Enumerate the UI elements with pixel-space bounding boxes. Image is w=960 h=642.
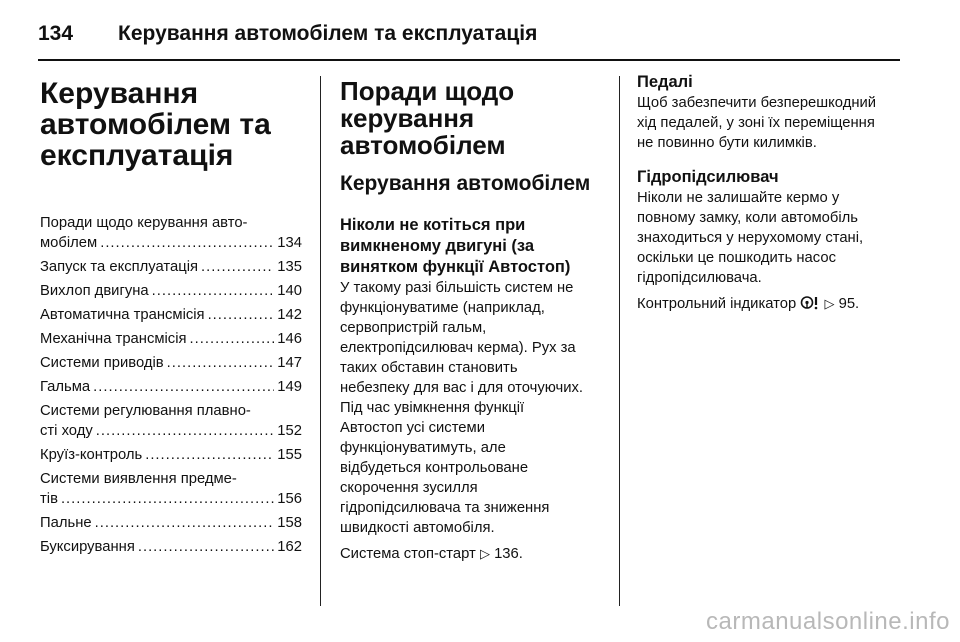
toc-entry-page: 134 <box>277 235 302 251</box>
text-line: оскільки це пошкодить насос <box>637 250 836 266</box>
chapter-column <box>40 72 302 561</box>
pedals-paragraph <box>637 93 907 153</box>
toc-entry-page: 140 <box>277 283 302 299</box>
text-line: відбудеться контрольоване <box>340 460 529 476</box>
toc-entry[interactable] <box>40 513 302 533</box>
toc-entry-title: Запуск та експлуатація <box>40 259 199 275</box>
toc-leader <box>208 305 275 325</box>
text-line: гідропідсилювача та зниження <box>340 500 550 516</box>
toc-leader <box>100 233 274 253</box>
toc-entry-page: 147 <box>277 355 302 371</box>
toc-entry-page: 158 <box>277 515 302 531</box>
power-steering-heading: Гідропідсилювач <box>637 168 779 186</box>
stop-start-reference[interactable]: Система стоп-старт ▷ 136. <box>340 546 523 562</box>
toc-entry-page: 155 <box>277 447 302 463</box>
text-line: не повинно бути килимків. <box>637 135 817 151</box>
text-line: Щоб забезпечити безперешкодний <box>637 95 877 111</box>
toc-entry-title: Механічна трансмісія <box>40 331 187 347</box>
toc-leader <box>190 329 275 349</box>
toc-entry-title: мобілем <box>40 235 98 251</box>
toc-entry-title: Пальне <box>40 515 92 531</box>
toc-entry-page: 156 <box>277 491 302 507</box>
toc-entry-page: 149 <box>277 379 302 395</box>
text-line: функціонуватиме (наприклад, <box>340 300 545 316</box>
toc-entry-title: Системи регулювання плавно- <box>40 403 251 419</box>
toc-entry[interactable] <box>40 329 302 349</box>
indicator-reference[interactable]: Контрольний індикатор ▷ 95. <box>637 294 907 316</box>
text-line: таких обставин становить <box>340 360 518 376</box>
running-title: Керування автомобілем та експлуатація <box>118 22 538 45</box>
table-of-contents <box>40 213 302 557</box>
toc-entry[interactable] <box>40 257 302 277</box>
toc-entry[interactable] <box>40 213 302 253</box>
page-number: 134 <box>38 22 74 45</box>
page-header <box>38 18 537 50</box>
toc-leader <box>93 377 274 397</box>
toc-leader <box>95 513 275 533</box>
watermark: carmanualsonline.info <box>706 608 950 635</box>
reference-arrow-icon: ▷ <box>824 296 835 311</box>
header-rule <box>38 59 900 61</box>
text-line: Ніколи не залишайте кермо у <box>637 190 840 206</box>
text-line: функціонуватимуть, але <box>340 440 506 456</box>
section-subtitle: Керування автомобілем <box>340 172 591 195</box>
toc-leader <box>201 257 274 277</box>
toc-entry-title: сті ходу <box>40 423 93 439</box>
column-divider-1 <box>320 76 321 606</box>
toc-entry-page: 142 <box>277 307 302 323</box>
toc-leader <box>96 421 275 441</box>
toc-entry[interactable] <box>40 401 302 441</box>
text-line: повному замку, коли автомобіль <box>637 210 858 226</box>
toc-entry-title: Вихлоп двигуна <box>40 283 149 299</box>
toc-entry[interactable] <box>40 353 302 373</box>
pedals-steering-column <box>637 72 907 322</box>
chapter-title: Керування автомобілем та експлуатація <box>40 77 271 172</box>
toc-entry-page: 135 <box>277 259 302 275</box>
toc-entry-page: 146 <box>277 331 302 347</box>
toc-entry[interactable] <box>40 469 302 509</box>
toc-entry-title: Поради щодо керування авто- <box>40 215 248 231</box>
toc-entry[interactable] <box>40 445 302 465</box>
toc-entry-page: 162 <box>277 539 302 555</box>
steering-warning-icon <box>800 295 820 316</box>
toc-leader <box>145 445 274 465</box>
text-line: швидкості автомобіля. <box>340 520 495 536</box>
toc-entry-title: Круїз-контроль <box>40 447 143 463</box>
text-line: хід педалей, у зоні їх переміщення <box>637 115 875 131</box>
toc-entry-page: 152 <box>277 423 302 439</box>
toc-entry[interactable] <box>40 537 302 557</box>
text-line: гідропідсилювача. <box>637 270 762 286</box>
toc-leader <box>167 353 275 373</box>
column-divider-2 <box>619 76 620 606</box>
text-line: Автостоп усі системи <box>340 420 485 436</box>
toc-entry-title: Гальма <box>40 379 91 395</box>
text-line: скорочення зусилля <box>340 480 478 496</box>
toc-entry-title: Системи виявлення предме- <box>40 471 237 487</box>
text-line: знаходиться у нерухомому стані, <box>637 230 864 246</box>
reference-arrow-icon: ▷ <box>479 546 490 561</box>
never-coast-paragraph <box>340 278 606 538</box>
toc-entry[interactable] <box>40 377 302 397</box>
toc-entry[interactable] <box>40 305 302 325</box>
text-line: сервопристрій гальм, <box>340 320 487 336</box>
toc-entry-title: Автоматична трансмісія <box>40 307 205 323</box>
toc-entry-title: Буксирування <box>40 539 135 555</box>
text-line: небезпеку для вас і для оточуючих. <box>340 380 584 396</box>
toc-leader <box>152 281 275 301</box>
driving-hints-column <box>340 72 606 570</box>
toc-entry-title: Системи приводів <box>40 355 164 371</box>
text-line: У такому разі більшість систем не <box>340 280 574 296</box>
never-coast-heading: Ніколи не котіться при вимкненому двигуні (за винятком функції Автостоп) <box>340 216 571 276</box>
text-line: електропідсилювач керма). Рух за <box>340 340 576 356</box>
power-steering-paragraph <box>637 188 907 288</box>
pedals-heading: Педалі <box>637 73 693 91</box>
toc-entry-title: тів <box>40 491 58 507</box>
toc-entry[interactable] <box>40 281 302 301</box>
toc-leader <box>138 537 274 557</box>
toc-leader <box>61 489 274 509</box>
section-title: Поради щодо керування автомобілем <box>340 76 515 160</box>
text-line: Під час увімкнення функції <box>340 400 525 416</box>
